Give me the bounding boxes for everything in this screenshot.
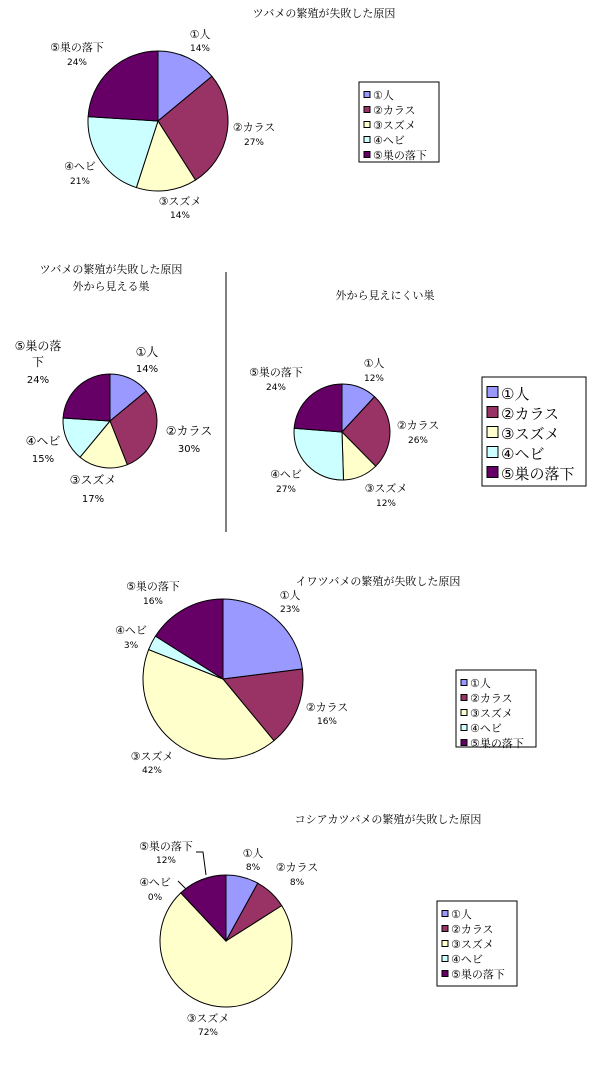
chart3-pct-1: 12% bbox=[363, 374, 385, 384]
chart2-pct-2: 30% bbox=[177, 444, 201, 455]
chart1-legend-label-5: ⑤巣の落下 bbox=[373, 149, 427, 162]
chart2-label-1: ①人 bbox=[135, 345, 159, 359]
chart2-pct-1: 14% bbox=[135, 364, 159, 375]
chart5-legend-swatch-3 bbox=[442, 941, 448, 947]
chart1-title: ツバメの繁殖が失敗した原因 bbox=[252, 7, 396, 20]
chart5-legend-label-1: ①人 bbox=[451, 908, 472, 921]
chart1-label-3: ③スズメ bbox=[158, 195, 202, 208]
chart3-legend-label-1: ①人 bbox=[501, 385, 530, 403]
chart4-legend-label-4: ④ヘビ bbox=[470, 722, 502, 735]
chart5-label-3: ③スズメ bbox=[186, 1012, 230, 1025]
chart5-pct-1: 8% bbox=[245, 863, 261, 873]
chart1-pct-3: 14% bbox=[169, 211, 191, 221]
chart2-label-5a: ⑤巣の落 bbox=[14, 339, 62, 353]
chart5-leader-5 bbox=[196, 852, 206, 875]
chart3-legend-swatch-5 bbox=[487, 467, 498, 478]
chart5-legend-swatch-4 bbox=[442, 956, 448, 962]
chart5-pct-3: 72% bbox=[197, 1028, 219, 1038]
chart4-pct-4: 3% bbox=[123, 641, 139, 651]
chart1-legend-swatch-1 bbox=[364, 92, 370, 98]
chart3-label-5: ⑤巣の落下 bbox=[249, 366, 303, 379]
chart4-legend-swatch-5 bbox=[461, 740, 467, 746]
chart4-legend-swatch-1 bbox=[461, 680, 467, 686]
chart3-legend-swatch-2 bbox=[487, 407, 498, 418]
chart2-pct-4: 15% bbox=[31, 454, 55, 465]
chart4-pct-1: 23% bbox=[279, 605, 301, 615]
chart5-label-5: ⑤巣の落下 bbox=[139, 840, 193, 853]
chart5-legend-label-5: ⑤巣の落下 bbox=[451, 968, 505, 981]
chart5-legend-label-3: ③スズメ bbox=[451, 938, 494, 951]
chart3-legend-swatch-1 bbox=[487, 387, 498, 398]
chart5-legend-swatch-1 bbox=[442, 911, 448, 917]
chart1-label-5: ⑤巣の落下 bbox=[50, 41, 104, 54]
chart2-label-2: ②カラス bbox=[165, 424, 213, 438]
chart5-title: コシアカツバメの繁殖が失敗した原因 bbox=[294, 813, 482, 826]
chart2-label-3: ③スズメ bbox=[69, 473, 117, 487]
chart3-subtitle: 外から見えにくい巣 bbox=[335, 289, 435, 302]
chart3-label-3: ③スズメ bbox=[364, 482, 408, 495]
pies-group bbox=[63, 51, 390, 1007]
chart1-pct-5: 24% bbox=[66, 58, 88, 68]
chart5-pct-2: 8% bbox=[289, 878, 305, 888]
chart3-legend-swatch-4 bbox=[487, 447, 498, 458]
chart1-legend-label-4: ④ヘビ bbox=[373, 134, 405, 147]
chart4-legend-label-3: ③スズメ bbox=[470, 707, 513, 720]
chart3-legend-label-4: ④ヘビ bbox=[501, 445, 545, 463]
chart4-legend-label-5: ⑤巣の落下 bbox=[470, 737, 524, 750]
chart4-legend-swatch-2 bbox=[461, 695, 467, 701]
chart2-title: ツバメの繁殖が失敗した原因 bbox=[39, 263, 183, 276]
chart5-legend-label-4: ④ヘビ bbox=[451, 953, 483, 966]
chart1-slice-5 bbox=[88, 51, 158, 121]
chart5-label-4: ④ヘビ bbox=[139, 876, 171, 889]
chart4-label-1: ①人 bbox=[279, 589, 301, 602]
chart5-label-1: ①人 bbox=[242, 847, 264, 860]
chart3-pct-3: 12% bbox=[375, 499, 397, 509]
chart1-legend-label-3: ③スズメ bbox=[373, 119, 416, 132]
chart3-legend-label-5: ⑤巣の落下 bbox=[501, 465, 575, 483]
chart5-legend-swatch-5 bbox=[442, 971, 448, 977]
chart5-legend-label-2: ②カラス bbox=[451, 923, 494, 936]
chart3-legend-label-2: ②カラス bbox=[501, 405, 559, 423]
chart2-label-4: ④ヘビ bbox=[25, 434, 61, 448]
chart2-label-5b: 下 bbox=[31, 355, 45, 369]
chart4-label-2: ②カラス bbox=[305, 701, 349, 714]
chart1-legend-label-1: ①人 bbox=[373, 89, 394, 102]
chart5-legend-swatch-2 bbox=[442, 926, 448, 932]
chart4-legend-swatch-3 bbox=[461, 710, 467, 716]
chart4-pct-2: 16% bbox=[316, 717, 338, 727]
chart1-label-4: ④ヘビ bbox=[64, 160, 96, 173]
chart4-title: イワツバメの繁殖が失敗した原因 bbox=[295, 575, 461, 588]
chart4-label-3: ③スズメ bbox=[130, 750, 174, 763]
chart2-pct-3: 17% bbox=[81, 494, 105, 505]
chart3-pct-2: 26% bbox=[407, 436, 429, 446]
chart1-label-2: ②カラス bbox=[232, 121, 276, 134]
chart3-label-4: ④ヘビ bbox=[270, 468, 302, 481]
legends-group bbox=[359, 82, 586, 986]
chart4-pct-5: 16% bbox=[142, 597, 164, 607]
chart1-legend-label-2: ②カラス bbox=[373, 104, 416, 117]
chart3-label-2: ②カラス bbox=[396, 419, 440, 432]
chart4-pct-3: 42% bbox=[141, 766, 163, 776]
chart1-legend-swatch-3 bbox=[364, 122, 370, 128]
chart1-label-1: ①人 bbox=[189, 28, 211, 41]
chart3-legend-label-3: ③スズメ bbox=[501, 425, 560, 443]
chart5-pct-4: 0% bbox=[147, 893, 163, 903]
chart1-legend-swatch-5 bbox=[364, 152, 370, 158]
chart3-legend-swatch-3 bbox=[487, 427, 498, 438]
chart4-label-4: ④ヘビ bbox=[115, 624, 147, 637]
chart2-subtitle: 外から見える巣 bbox=[72, 280, 150, 293]
chart1-pct-2: 27% bbox=[243, 138, 265, 148]
chart1-legend-swatch-2 bbox=[364, 107, 370, 113]
chart2-slice-5 bbox=[63, 374, 110, 421]
chart1-legend-swatch-4 bbox=[364, 137, 370, 143]
chart4-label-5: ⑤巣の落下 bbox=[126, 580, 180, 593]
chart3-label-1: ①人 bbox=[363, 357, 385, 370]
chart4-legend-label-1: ①人 bbox=[470, 677, 491, 690]
chart5-pct-5: 12% bbox=[155, 856, 177, 866]
chart3-slice-5 bbox=[294, 384, 342, 432]
chart4-legend-label-2: ②カラス bbox=[470, 692, 513, 705]
chart1-pct-4: 21% bbox=[69, 177, 91, 187]
chart4-legend-swatch-4 bbox=[461, 725, 467, 731]
chart1-pct-1: 14% bbox=[189, 44, 211, 54]
chart2-pct-5: 24% bbox=[26, 375, 50, 386]
chart3-pct-4: 27% bbox=[275, 485, 297, 495]
chart5-label-2: ②カラス bbox=[275, 861, 319, 874]
chart3-pct-5: 24% bbox=[265, 383, 287, 393]
